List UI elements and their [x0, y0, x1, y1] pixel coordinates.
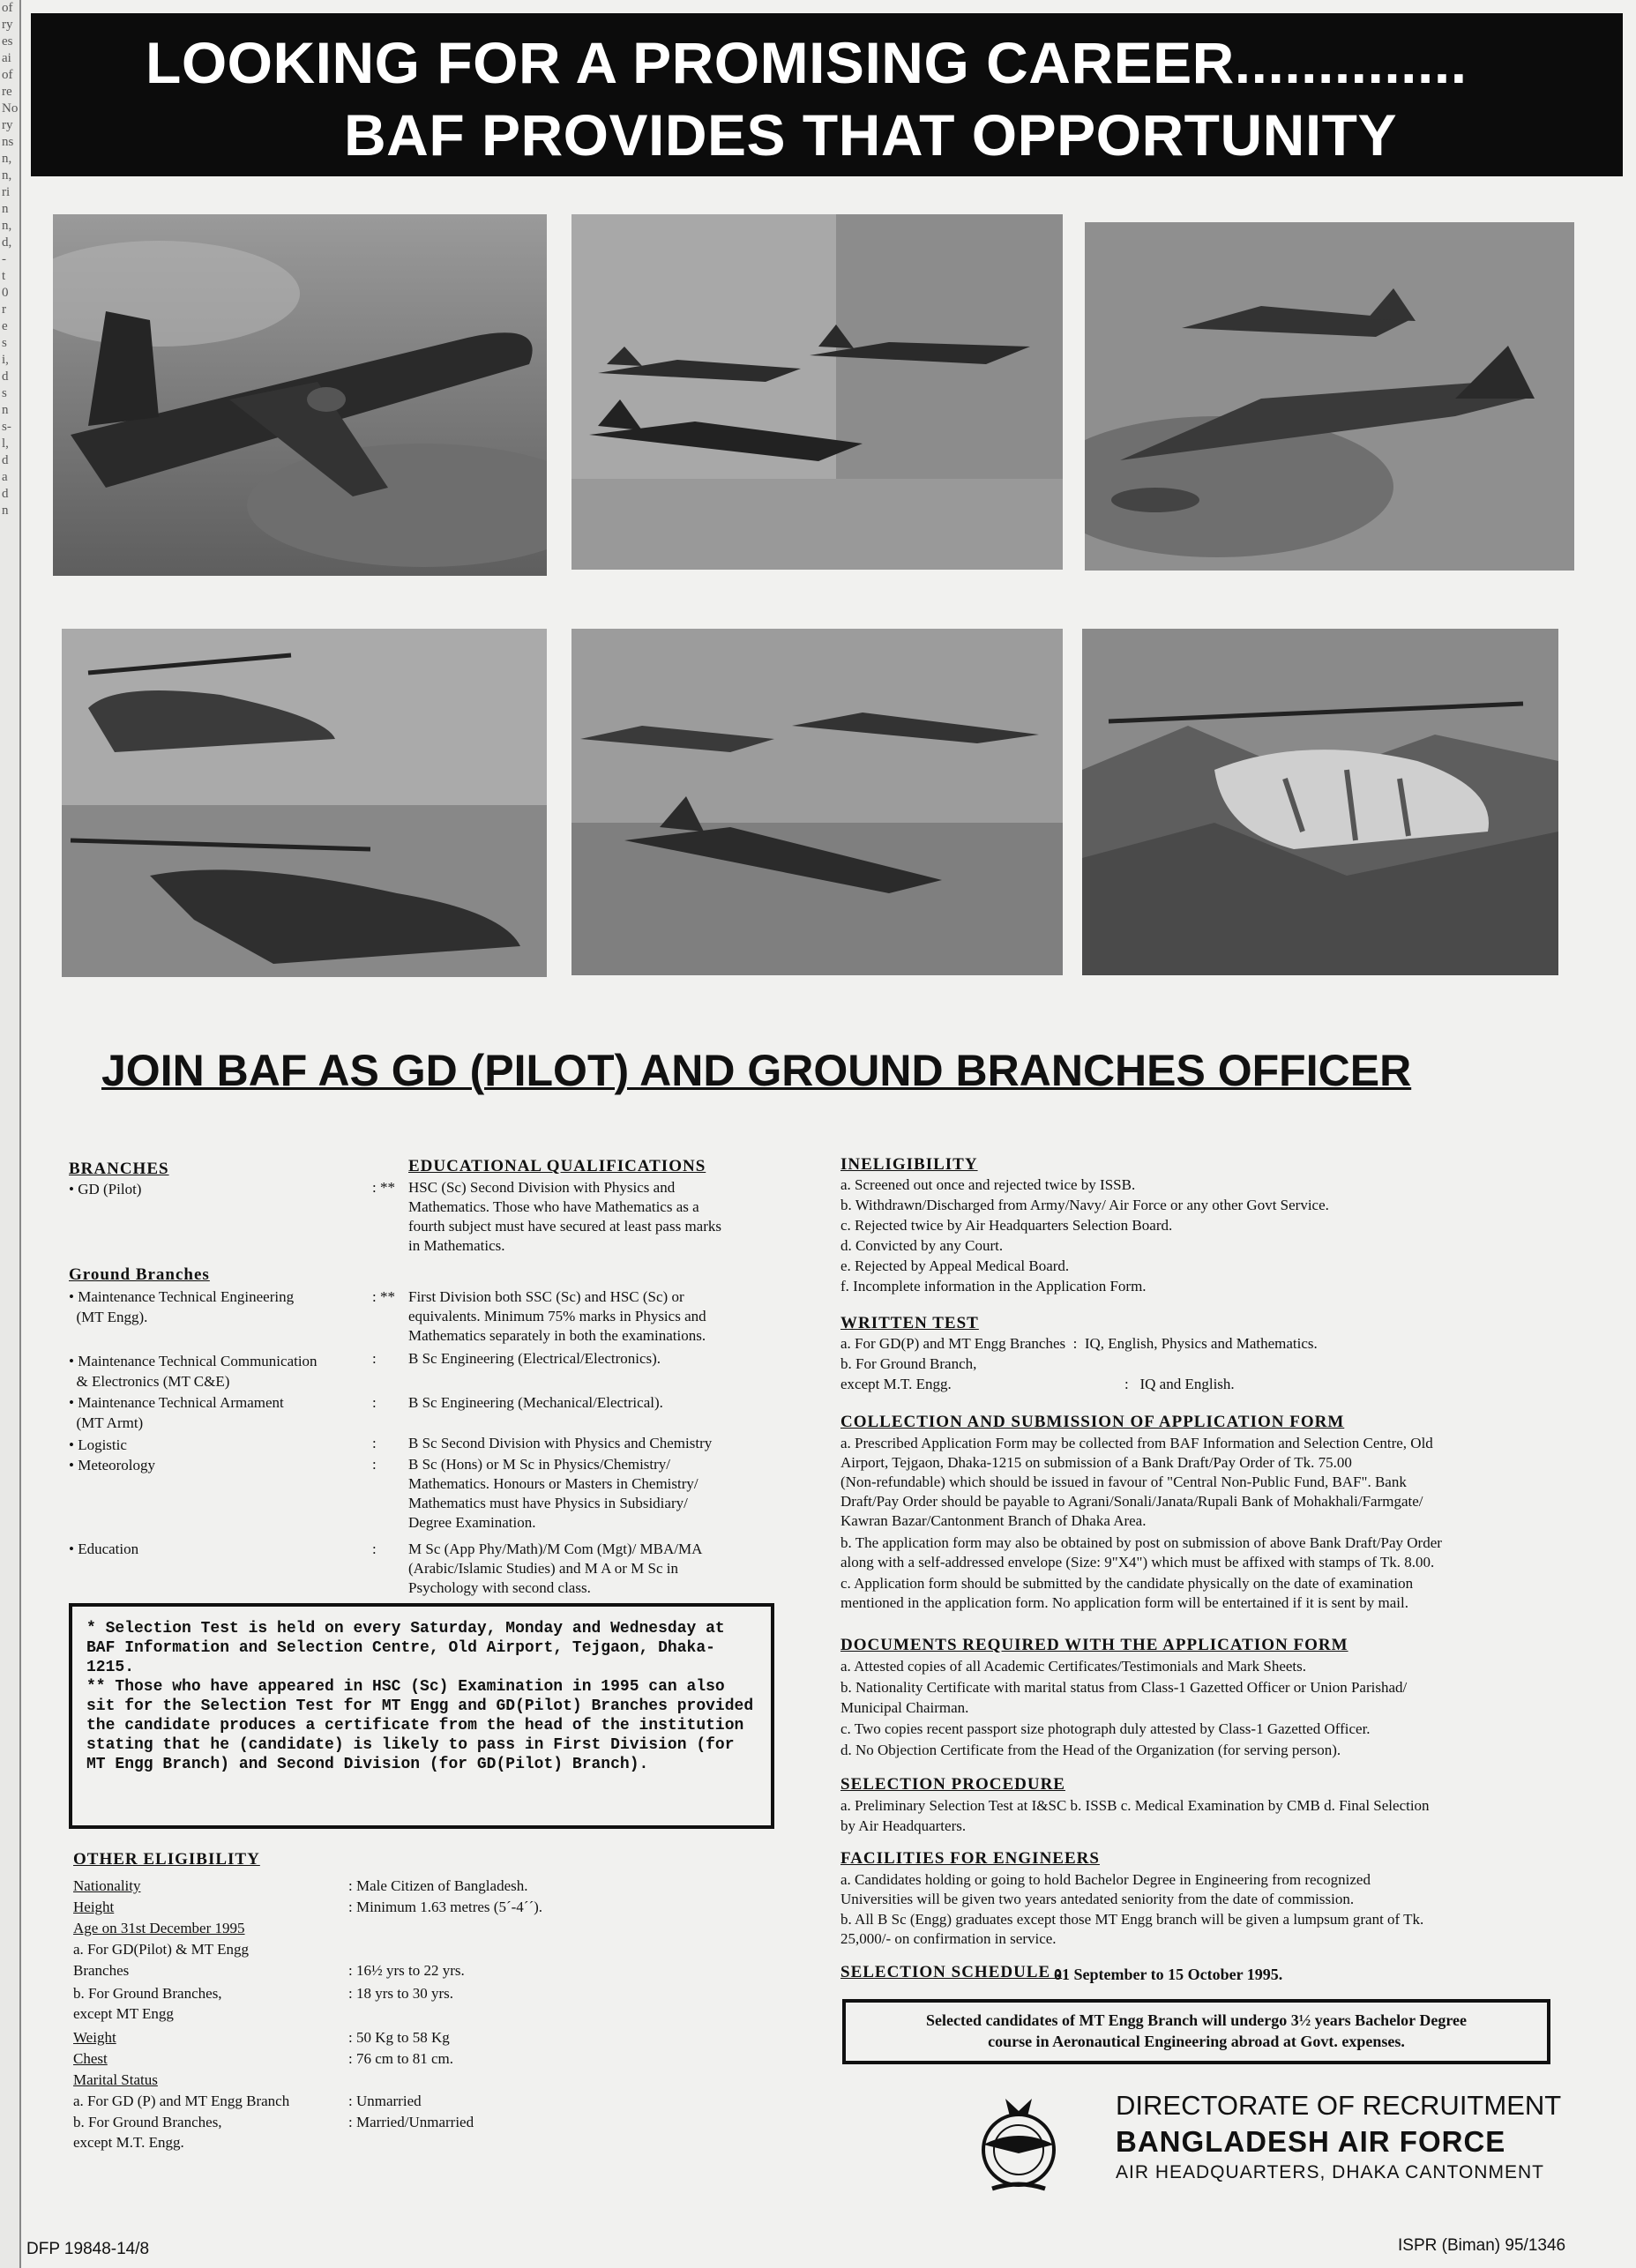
helicopters-image: [62, 629, 547, 977]
gutter-fragment: -: [2, 252, 6, 266]
meteorology-qual-line-4: Degree Examination.: [408, 1514, 536, 1531]
chest-value: : 76 cm to 81 cm.: [348, 2050, 453, 2067]
gutter-fragment: t: [2, 269, 6, 283]
meteorology-qual-line-3: Mathematics must have Physics in Subsidiary/: [408, 1495, 688, 1511]
written-test-heading: WRITTEN TEST: [840, 1314, 979, 1332]
branch-logistic: • Logistic: [69, 1436, 127, 1453]
branch-education: • Education: [69, 1541, 139, 1557]
neighbor-column-fragment: [0, 0, 21, 2268]
meteorology-separator: :: [372, 1456, 377, 1473]
ineligibility-item: b. Withdrawn/Discharged from Army/Navy/ Air Force or any other Govt Service.: [840, 1197, 1329, 1213]
ineligibility-heading: INELIGIBILITY: [840, 1155, 978, 1174]
education-separator: :: [372, 1541, 377, 1557]
branch-gd: • GD (Pilot): [69, 1181, 142, 1197]
mt-engg-separator: : **: [372, 1288, 395, 1305]
documents-line: Municipal Chairman.: [840, 1699, 969, 1716]
gutter-fragment: 0: [2, 286, 9, 300]
mt-engg-qual-line-1: First Division both SSC (Sc) and HSC (Sc) or: [408, 1288, 684, 1305]
documents-line: d. No Objection Certificate from the Head of the Organization (for serving person).: [840, 1742, 1341, 1758]
gutter-fragment: d: [2, 369, 9, 384]
age-b-line-1: b. For Ground Branches,: [73, 1985, 222, 2002]
gutter-fragment: n,: [2, 168, 12, 183]
ineligibility-item: c. Rejected twice by Air Headquarters Selection Board.: [840, 1217, 1173, 1234]
collection-line: Draft/Pay Order should be payable to Agrani/Sonali/Janata/Rupali Bank of Mohakhali/Farmgate/: [840, 1493, 1423, 1510]
documents-line: c. Two copies recent passport size photograph duly attested by Class-1 Gazetted Officer.: [840, 1720, 1371, 1737]
marital-a-value: : Unmarried: [348, 2093, 422, 2109]
mt-ce-qual: B Sc Engineering (Electrical/Electronics).: [408, 1350, 661, 1367]
gutter-fragment: s: [2, 336, 7, 350]
gutter-fragment: ai: [2, 51, 11, 65]
fighter-jets-image: [571, 214, 1063, 570]
meteorology-qual-line-1: B Sc (Hons) or M Sc in Physics/Chemistry/: [408, 1456, 671, 1473]
mt-engg-notice-line-1: Selected candidates of MT Engg Branch will undergo 3½ years Bachelor Degree: [926, 2011, 1467, 2029]
baf-emblem-icon: [966, 2092, 1072, 2197]
photo-camouflage-jets: [571, 629, 1063, 975]
gutter-fragment: n,: [2, 152, 12, 166]
mt-engg-qual-line-3: Mathematics separately in both the examinations.: [408, 1327, 706, 1344]
marital-b-line-2: except M.T. Engg.: [73, 2134, 184, 2151]
branch-mt-armt-abbr: (MT Armt): [69, 1414, 144, 1431]
age-b-value: : 18 yrs to 30 yrs.: [348, 1985, 453, 2002]
gutter-fragment: d: [2, 487, 9, 501]
banner-line-1: LOOKING FOR A PROMISING CAREER..............: [146, 30, 1468, 95]
chest-label: Chest: [73, 2050, 108, 2067]
footer-right-code: ISPR (Biman) 95/1346: [1398, 2236, 1566, 2255]
education-qual-line-3: Psychology with second class.: [408, 1579, 591, 1596]
gutter-fragment: ri: [2, 185, 11, 199]
gutter-fragment: s-: [2, 420, 11, 434]
facilities-heading: FACILITIES FOR ENGINEERS: [840, 1849, 1100, 1868]
helicopter-mountains-image: [1082, 629, 1558, 975]
gutter-fragment: ry: [2, 18, 13, 32]
facilities-line: 25,000/- on confirmation in service.: [840, 1930, 1057, 1947]
gutter-fragment: n: [2, 504, 9, 518]
mt-engg-notice-line-2: course in Aeronautical Engineering abroad at Govt. expenses.: [988, 2033, 1405, 2050]
marital-status-label: Marital Status: [73, 2071, 158, 2088]
branch-meteorology: • Meteorology: [69, 1457, 156, 1473]
gutter-fragment: n: [2, 403, 9, 417]
branch-mt-ce-abbr: & Electronics (MT C&E): [69, 1373, 230, 1390]
facilities-line: b. All B Sc (Engg) graduates except those MT Engg branch will be given a lumpsum grant of Tk.: [840, 1911, 1424, 1928]
branch-mt-ce: • Maintenance Technical Communication: [69, 1353, 317, 1369]
photo-helicopters: [62, 629, 547, 977]
meteorology-qual-line-2: Mathematics. Honours or Masters in Chemistry/: [408, 1475, 698, 1492]
gutter-fragment: ry: [2, 118, 13, 132]
gutter-fragment: s: [2, 386, 7, 400]
gutter-fragment: e: [2, 319, 8, 333]
headline: JOIN BAF AS GD (PILOT) AND GROUND BRANCHES OFFICER: [101, 1046, 1412, 1095]
nationality-label: Nationality: [73, 1877, 141, 1894]
branch-mt-armt: • Maintenance Technical Armament: [69, 1394, 284, 1411]
photo-fighter-jets-formation: [571, 214, 1063, 570]
gd-qual-line-1: HSC (Sc) Second Division with Physics and: [408, 1179, 676, 1196]
directorate-line-3: AIR HEADQUARTERS, DHAKA CANTONMENT: [1116, 2162, 1544, 2182]
ineligibility-item: f. Incomplete information in the Application Form.: [840, 1278, 1147, 1294]
marital-a-label: a. For GD (P) and MT Engg Branch: [73, 2093, 290, 2109]
education-qual-line-1: M Sc (App Phy/Math)/M Com (Mgt)/ MBA/MA: [408, 1541, 703, 1557]
mt-ce-separator: :: [372, 1350, 377, 1367]
logistic-separator: :: [372, 1435, 377, 1451]
marital-b-line-1: b. For Ground Branches,: [73, 2114, 222, 2130]
branch-mt-engg-abbr: (MT Engg).: [69, 1309, 148, 1325]
gutter-fragment: i,: [2, 353, 9, 367]
written-test-b-value: : IQ and English.: [1124, 1376, 1235, 1392]
written-test-b-line-2: except M.T. Engg.: [840, 1376, 952, 1392]
gutter-fragment: n: [2, 202, 9, 216]
gutter-fragment: of: [2, 68, 13, 82]
written-test-b-line-1: b. For Ground Branch,: [840, 1355, 977, 1372]
title-banner: [31, 13, 1623, 176]
gutter-fragment: n,: [2, 219, 12, 233]
collection-line: b. The application form may also be obtained by post on submission of above Bank Draft/Pay Order: [840, 1534, 1442, 1551]
gutter-fragment: d,: [2, 235, 12, 250]
collection-line: (Non-refundable) which should be issued in favour of "Central Non-Public Fund, BAF". Bank: [840, 1473, 1407, 1490]
mt-engg-notice-box: [842, 1999, 1550, 2064]
selection-schedule-value: 01 September to 15 October 1995.: [1054, 1966, 1283, 1983]
selection-test-notice-para-1: * Selection Test is held on every Saturday, Monday and Wednesday at BAF Information and Selection Centre, Old Airport, Tejgaon, Dhaka-1215.: [86, 1620, 735, 1676]
collection-line: c. Application form should be submitted by the candidate physically on the date of examination: [840, 1575, 1414, 1592]
documents-line: b. Nationality Certificate with marital status from Class-1 Gazetted Officer or Union Parishad/: [840, 1679, 1408, 1696]
logistic-qual: B Sc Second Division with Physics and Chemistry: [408, 1435, 713, 1451]
gd-qual-line-2: Mathematics. Those who have Mathematics as a: [408, 1198, 699, 1215]
gutter-fragment: ns: [2, 135, 14, 149]
height-value: : Minimum 1.63 metres (5´-4´´).: [348, 1899, 543, 1915]
collection-line: Airport, Tejgaon, Dhaka-1215 on submission of a Bank Draft/Pay Order of Tk. 75.00: [840, 1454, 1352, 1471]
mt-engg-qual-line-2: equivalents. Minimum 75% marks in Physics and: [408, 1308, 706, 1324]
banner-line-2: BAF PROVIDES THAT OPPORTUNITY: [344, 102, 1397, 168]
gutter-fragment: l,: [2, 436, 9, 451]
gd-qual-line-4: in Mathematics.: [408, 1237, 505, 1254]
camouflage-jets-image: [571, 629, 1063, 975]
procedure-line: a. Preliminary Selection Test at I&SC b. ISSB c. Medical Examination by CMB d. Final Selection: [840, 1797, 1430, 1814]
collection-line: along with a self-addressed envelope (Size: 9"X4") which must be affixed with stamps of Tk. 8.00.: [840, 1554, 1435, 1570]
gutter-fragment: No: [2, 101, 19, 116]
weight-label: Weight: [73, 2029, 116, 2046]
selection-procedure-heading: SELECTION PROCEDURE: [840, 1775, 1065, 1794]
gutter-fragment: d: [2, 453, 9, 467]
age-a-line-1: a. For GD(Pilot) & MT Engg: [73, 1941, 249, 1958]
jet-trainers-image: [1085, 222, 1574, 571]
selection-test-notice-para-2: ** Those who have appeared in HSC (Sc) Examination in 1995 can also sit for the Selection Test for MT Engg and GD(Pilot) Branches provided the candidate produces a certificate from the head of the institution stating that he (candidate) is likely to pass in First Division (for MT Engg Branch) and Second Division (for GD(Pilot) Branch).: [86, 1678, 763, 1773]
procedure-line: by Air Headquarters.: [840, 1817, 967, 1834]
ground-branches-heading: Ground Branches: [69, 1265, 210, 1284]
educational-qualifications-heading: EDUCATIONAL QUALIFICATIONS: [408, 1157, 706, 1175]
photo-jet-trainers: [1085, 222, 1574, 571]
collection-line: a. Prescribed Application Form may be collected from BAF Information and Selection Centre, Old: [840, 1435, 1433, 1451]
gutter-fragment: r: [2, 302, 6, 317]
gd-qual-line-3: fourth subject must have secured at least pass marks: [408, 1218, 722, 1235]
branch-mt-engg: • Maintenance Technical Engineering: [69, 1288, 295, 1305]
gd-separator: : **: [372, 1179, 395, 1196]
directorate-line-2: BANGLADESH AIR FORCE: [1116, 2125, 1506, 2158]
footer-left-code: DFP 19848-14/8: [26, 2240, 150, 2258]
transport-aircraft-image: [53, 214, 547, 576]
age-a-value: : 16½ yrs to 22 yrs.: [348, 1962, 465, 1979]
directorate-line-1: DIRECTORATE OF RECRUITMENT: [1116, 2090, 1562, 2121]
ineligibility-item: a. Screened out once and rejected twice by ISSB.: [840, 1176, 1136, 1193]
documents-line: a. Attested copies of all Academic Certificates/Testimonials and Mark Sheets.: [840, 1658, 1307, 1675]
other-eligibility-heading: OTHER ELIGIBILITY: [73, 1850, 260, 1869]
ineligibility-item: d. Convicted by any Court.: [840, 1237, 1004, 1254]
written-test-a: a. For GD(P) and MT Engg Branches : IQ, English, Physics and Mathematics.: [840, 1335, 1318, 1352]
gutter-fragment: re: [2, 85, 12, 99]
photo-helicopter-mountains: [1082, 629, 1558, 975]
selection-schedule-heading: SELECTION SCHEDULE :: [840, 1963, 1063, 1981]
facilities-line: a. Candidates holding or going to hold Bachelor Degree in Engineering from recognized: [840, 1871, 1371, 1888]
marital-b-value: : Married/Unmarried: [348, 2114, 474, 2130]
collection-line: mentioned in the application form. No application form will be entertained if it is sent by mail.: [840, 1594, 1408, 1611]
mt-armt-qual: B Sc Engineering (Mechanical/Electrical).: [408, 1394, 663, 1411]
documents-heading: DOCUMENTS REQUIRED WITH THE APPLICATION FORM: [840, 1636, 1348, 1654]
age-b-line-2: except MT Engg: [73, 2005, 174, 2022]
gutter-fragment: es: [2, 34, 13, 48]
age-a-line-2: Branches: [73, 1962, 130, 1979]
selection-test-notice: [69, 1603, 774, 1829]
gutter-fragment: a: [2, 470, 8, 484]
age-label: Age on 31st December 1995: [73, 1920, 245, 1936]
weight-value: : 50 Kg to 58 Kg: [348, 2029, 450, 2046]
nationality-value: : Male Citizen of Bangladesh.: [348, 1877, 528, 1894]
height-label: Height: [73, 1899, 115, 1915]
mt-armt-separator: :: [372, 1394, 377, 1411]
collection-line: Kawran Bazar/Cantonment Branch of Dhaka Area.: [840, 1512, 1147, 1529]
ineligibility-item: e. Rejected by Appeal Medical Board.: [840, 1257, 1070, 1274]
education-qual-line-2: (Arabic/Islamic Studies) and M A or M Sc in: [408, 1560, 678, 1577]
facilities-line: Universities will be given two years antedated seniority from the date of commission.: [840, 1891, 1355, 1907]
gutter-fragment: of: [2, 1, 13, 15]
branches-heading: BRANCHES: [69, 1160, 169, 1178]
collection-heading: COLLECTION AND SUBMISSION OF APPLICATION FORM: [840, 1413, 1345, 1431]
photo-transport-aircraft: [53, 214, 547, 576]
